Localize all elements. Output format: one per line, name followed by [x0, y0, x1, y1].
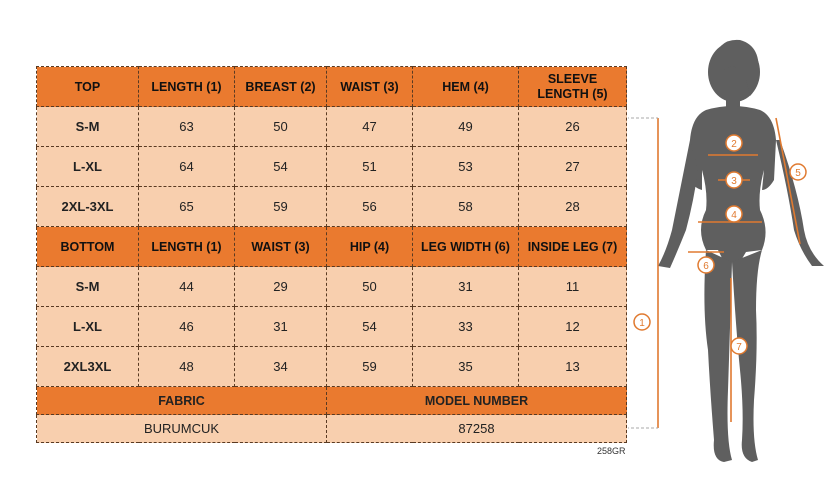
table-cell: 44	[139, 267, 235, 307]
table-row	[37, 147, 627, 187]
marker-5-label: 5	[795, 168, 801, 179]
marker-7-label: 7	[736, 342, 742, 353]
bottom-header-cell: BOTTOM	[37, 227, 139, 267]
marker-6-label: 6	[703, 261, 709, 272]
table-cell: 47	[327, 107, 413, 147]
sleeve-header-line1: SLEEVE	[547, 71, 598, 86]
table-cell: 58	[413, 187, 519, 227]
table-cell: 59	[235, 187, 327, 227]
female-silhouette-icon	[658, 40, 824, 462]
table-row	[37, 307, 627, 347]
table-row	[37, 187, 627, 227]
size-label: L-XL	[37, 307, 139, 347]
table-row	[37, 107, 627, 147]
table-cell: 53	[413, 147, 519, 187]
model-number-label: MODEL NUMBER	[327, 387, 627, 415]
marker-4-label: 4	[731, 210, 737, 221]
size-label: 2XL3XL	[37, 347, 139, 387]
bottom-header-cell: INSIDE LEG (7)	[519, 227, 627, 267]
size-label: S-M	[37, 107, 139, 147]
table-cell: 50	[327, 267, 413, 307]
top-header-row	[37, 67, 627, 107]
bottom-header-cell: LEG WIDTH (6)	[413, 227, 519, 267]
body-measurement-figure	[628, 30, 833, 470]
table-cell: 59	[327, 347, 413, 387]
table-cell: 28	[519, 187, 627, 227]
table-cell: 51	[327, 147, 413, 187]
size-label: S-M	[37, 267, 139, 307]
table-cell: 48	[139, 347, 235, 387]
table-cell: 64	[139, 147, 235, 187]
size-chart-table	[36, 66, 627, 443]
fabric-value-row	[37, 415, 627, 443]
fabric-header-row	[37, 387, 627, 415]
table-cell: 13	[519, 347, 627, 387]
product-code: 258GR	[597, 446, 626, 456]
model-number-value: 87258	[327, 415, 627, 443]
table-cell: 54	[327, 307, 413, 347]
fabric-label: FABRIC	[37, 387, 327, 415]
table-cell: 46	[139, 307, 235, 347]
table-cell: 31	[235, 307, 327, 347]
table-cell: 54	[235, 147, 327, 187]
bottom-header-cell: WAIST (3)	[235, 227, 327, 267]
bottom-header-cell: HIP (4)	[327, 227, 413, 267]
top-header-cell: TOP	[37, 67, 139, 107]
table-cell: 65	[139, 187, 235, 227]
marker-2-label: 2	[731, 139, 737, 150]
bottom-header-row	[37, 227, 627, 267]
table-cell: 31	[413, 267, 519, 307]
table-row	[37, 267, 627, 307]
table-cell: 35	[413, 347, 519, 387]
size-label: 2XL-3XL	[37, 187, 139, 227]
table-cell: 49	[413, 107, 519, 147]
table-cell: 34	[235, 347, 327, 387]
fabric-value: BURUMCUK	[37, 415, 327, 443]
table-cell: 11	[519, 267, 627, 307]
bottom-header-cell: LENGTH (1)	[139, 227, 235, 267]
top-header-cell: BREAST (2)	[235, 67, 327, 107]
top-header-cell: HEM (4)	[413, 67, 519, 107]
marker-3-label: 3	[731, 176, 737, 187]
marker-1-label: 1	[639, 318, 645, 329]
table-cell: 29	[235, 267, 327, 307]
top-header-cell	[519, 67, 627, 107]
table-cell: 27	[519, 147, 627, 187]
table-cell: 56	[327, 187, 413, 227]
table-cell: 12	[519, 307, 627, 347]
table-row	[37, 347, 627, 387]
top-header-cell: WAIST (3)	[327, 67, 413, 107]
table-cell: 50	[235, 107, 327, 147]
top-header-cell: LENGTH (1)	[139, 67, 235, 107]
table-cell: 63	[139, 107, 235, 147]
table-cell: 26	[519, 107, 627, 147]
sleeve-header-line2: LENGTH (5)	[537, 86, 608, 101]
size-label: L-XL	[37, 147, 139, 187]
table-cell: 33	[413, 307, 519, 347]
